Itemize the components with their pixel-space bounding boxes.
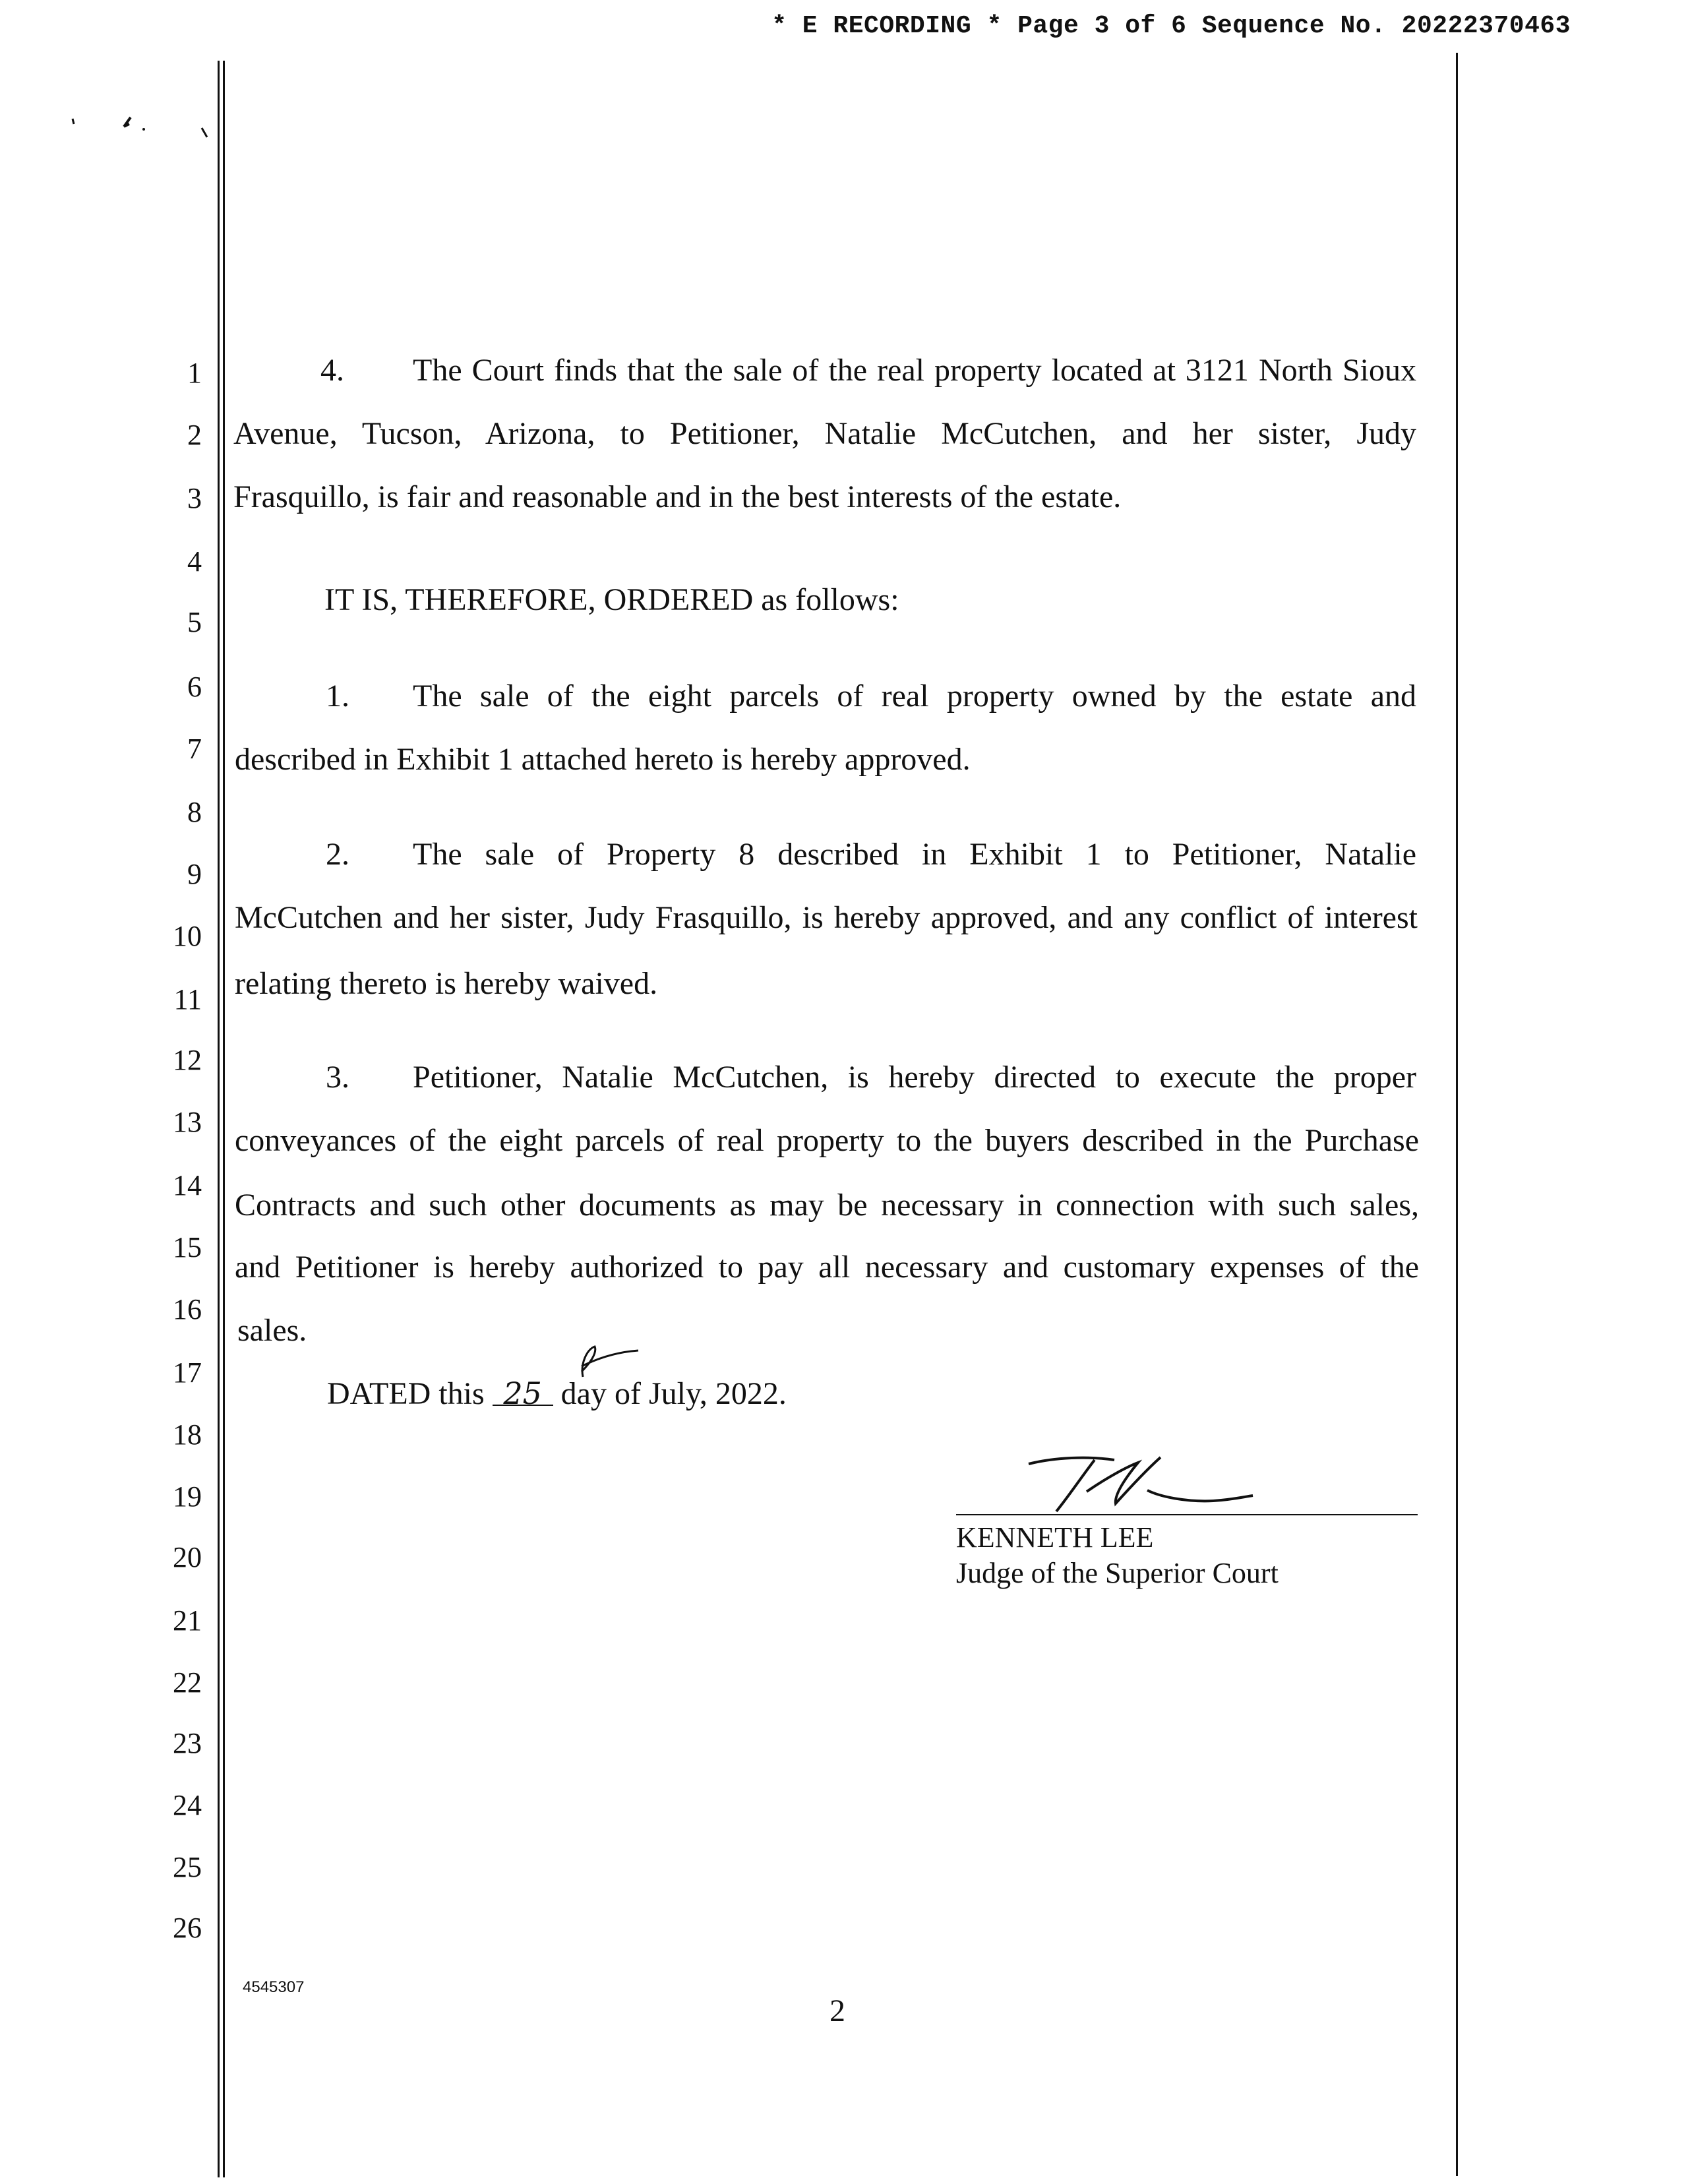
dated-suffix: day of July, 2022. — [560, 1376, 787, 1411]
line-number: 7 — [187, 733, 202, 765]
line-number: 6 — [187, 671, 202, 703]
line-number: 4 — [187, 545, 202, 578]
line-number: 1 — [187, 357, 202, 389]
line-number: 5 — [187, 606, 202, 638]
line-number: 2 — [187, 419, 202, 451]
line-number: 9 — [187, 858, 202, 890]
line-number: 16 — [173, 1293, 202, 1325]
paragraph-number: 4. — [320, 353, 344, 388]
body-line: Frasquillo, is fair and reasonable and in the best interests of the estate. — [233, 479, 1122, 514]
paragraph-number: 3. — [326, 1060, 349, 1095]
body-line: The sale of the eight parcels of real property owned by the estate and — [413, 679, 1416, 713]
body-line: Petitioner, Natalie McCutchen, is hereby directed to execute the proper — [413, 1060, 1416, 1095]
line-number: 18 — [173, 1418, 202, 1451]
line-number: 21 — [173, 1604, 202, 1637]
body-line: conveyances of the eight parcels of real property to the buyers described in the Purchase — [235, 1123, 1419, 1158]
body-line: The sale of Property 8 described in Exhibit 1 to Petitioner, Natalie — [413, 837, 1416, 872]
paragraph-number: 2. — [326, 837, 349, 872]
dated-day-blank — [493, 1376, 553, 1411]
body-line: McCutchen and her sister, Judy Frasquillo, is hereby approved, and any conflict of interest — [235, 900, 1418, 935]
left-margin-rule — [223, 61, 225, 2177]
line-number: 22 — [173, 1666, 202, 1699]
judge-title: Judge of the Superior Court — [956, 1557, 1279, 1589]
scan-marks — [66, 106, 224, 158]
line-number: 11 — [173, 983, 202, 1016]
line-number: 3 — [187, 482, 202, 514]
dated-prefix: DATED this — [327, 1376, 485, 1411]
line-number: 24 — [173, 1789, 202, 1821]
line-number: 26 — [173, 1912, 202, 1944]
line-number: 19 — [173, 1480, 202, 1513]
line-number: 13 — [173, 1106, 202, 1138]
body-line: relating thereto is hereby waived. — [235, 966, 658, 1001]
body-line: described in Exhibit 1 attached hereto is hereby approved. — [235, 742, 971, 777]
paragraph-number: 1. — [326, 679, 349, 713]
dated-day-handwritten: 25 — [503, 1376, 542, 1411]
judge-signature — [1015, 1451, 1279, 1517]
line-number: 23 — [173, 1727, 202, 1759]
line-number: 8 — [187, 796, 202, 828]
line-number: 10 — [173, 920, 202, 952]
judge-name: KENNETH LEE — [956, 1521, 1154, 1554]
body-line: Avenue, Tucson, Arizona, to Petitioner, Natalie McCutchen, and her sister, Judy — [233, 416, 1416, 451]
line-number: 15 — [173, 1231, 202, 1263]
line-number: 12 — [173, 1044, 202, 1076]
recording-header: * E RECORDING * Page 3 of 6 Sequence No. 20222370463 — [771, 12, 1571, 40]
body-line: Contracts and such other documents as may be necessary in connection with such sales, — [235, 1188, 1419, 1223]
left-margin-rule — [218, 61, 220, 2177]
body-line: The Court finds that the sale of the real property located at 3121 North Sioux — [413, 353, 1416, 388]
body-line: sales. — [237, 1313, 307, 1348]
signature-line — [956, 1514, 1418, 1515]
line-number: 14 — [173, 1169, 202, 1201]
right-margin-rule — [1456, 53, 1458, 2176]
line-number: 25 — [173, 1851, 202, 1883]
page-number: 2 — [829, 1993, 845, 2028]
order-heading: IT IS, THEREFORE, ORDERED as follows: — [324, 582, 899, 617]
handwritten-ordinal-mark — [554, 1337, 646, 1383]
line-number: 20 — [173, 1541, 202, 1573]
line-number: 17 — [173, 1356, 202, 1389]
document-id: 4545307 — [243, 1978, 305, 1996]
body-line: and Petitioner is hereby authorized to pay all necessary and customary expenses of the — [235, 1250, 1419, 1285]
